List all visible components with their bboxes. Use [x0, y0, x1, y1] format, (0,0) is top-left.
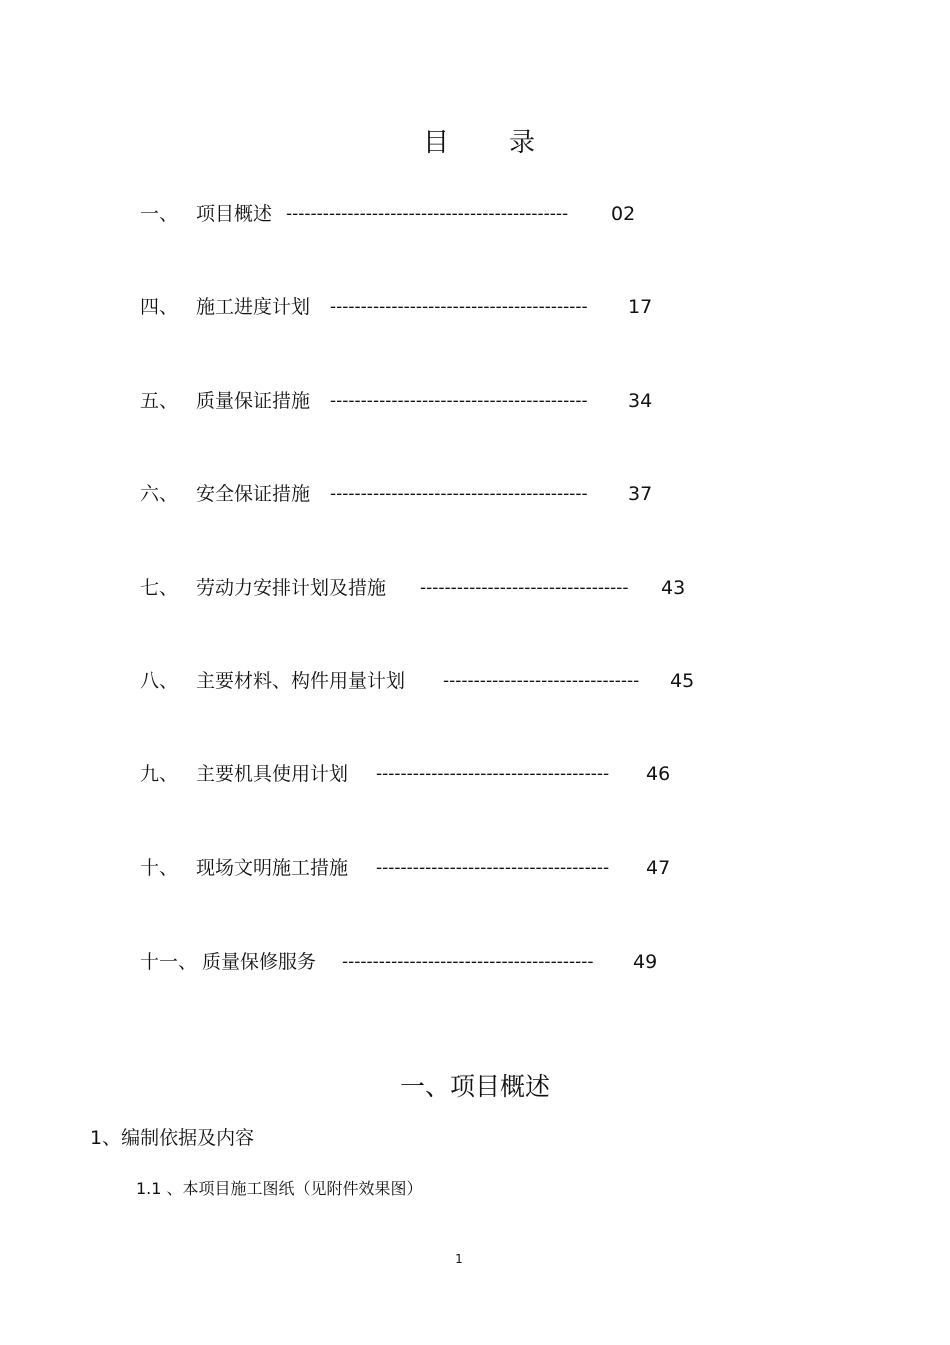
toc-entry-leader: --------------------------------------	[376, 764, 610, 784]
toc-entry-label: 质量保修服务	[202, 951, 317, 973]
toc-entry-page: 17	[628, 296, 653, 318]
toc-title-right: 录	[509, 128, 538, 158]
page-number: 1	[455, 1252, 463, 1266]
toc-entry-page: 45	[670, 670, 695, 692]
toc-entry-leader: ------------------------------------------	[330, 391, 588, 411]
toc-entry-leader: -----------------------------------------	[342, 952, 594, 972]
toc-entry-page: 43	[661, 577, 686, 599]
toc-title-left: 目	[423, 128, 452, 158]
toc-entry-label: 质量保证措施	[196, 390, 311, 412]
toc-entry-number: 九、	[140, 763, 179, 785]
toc-entry-number: 十、	[140, 857, 179, 879]
toc-entry-leader: --------------------------------	[443, 671, 640, 691]
toc-entry-label: 劳动力安排计划及措施	[196, 577, 387, 599]
toc-entry-label: 施工进度计划	[196, 296, 311, 318]
toc-entry-label: 主要机具使用计划	[196, 763, 349, 785]
toc-entry-page: 47	[646, 857, 671, 879]
toc-entry-leader: ------------------------------------------	[330, 484, 588, 504]
toc-entry-number: 五、	[140, 390, 179, 412]
toc-entry-number: 八、	[140, 670, 179, 692]
toc-entry-leader: ------------------------------------------	[330, 297, 588, 317]
toc-entry-label: 项目概述	[196, 203, 273, 225]
toc-entry-number: 四、	[140, 296, 179, 318]
toc-entry-page: 49	[633, 951, 658, 973]
toc-entry-label: 主要材料、构件用量计划	[196, 670, 406, 692]
toc-entry-leader: ----------------------------------------------	[286, 204, 569, 224]
toc-entry-label: 安全保证措施	[196, 483, 311, 505]
sub-heading: 1、编制依据及内容	[90, 1127, 255, 1149]
toc-entry-leader: --------------------------------------	[376, 858, 610, 878]
toc-entry-number: 十一、	[140, 951, 198, 973]
toc-entry-page: 37	[628, 483, 653, 505]
toc-entry-number: 一、	[140, 203, 179, 225]
toc-entry-page: 02	[611, 203, 636, 225]
section-heading: 一、项目概述	[399, 1072, 550, 1101]
toc-entry-number: 七、	[140, 577, 179, 599]
toc-entry-label: 现场文明施工措施	[196, 857, 349, 879]
sub-sub-heading: 1.1 、本项目施工图纸（见附件效果图）	[136, 1179, 423, 1198]
toc-entry-page: 46	[646, 763, 671, 785]
toc-entry-number: 六、	[140, 483, 179, 505]
toc-entry-leader: ----------------------------------	[420, 578, 629, 598]
toc-entry-page: 34	[628, 390, 653, 412]
